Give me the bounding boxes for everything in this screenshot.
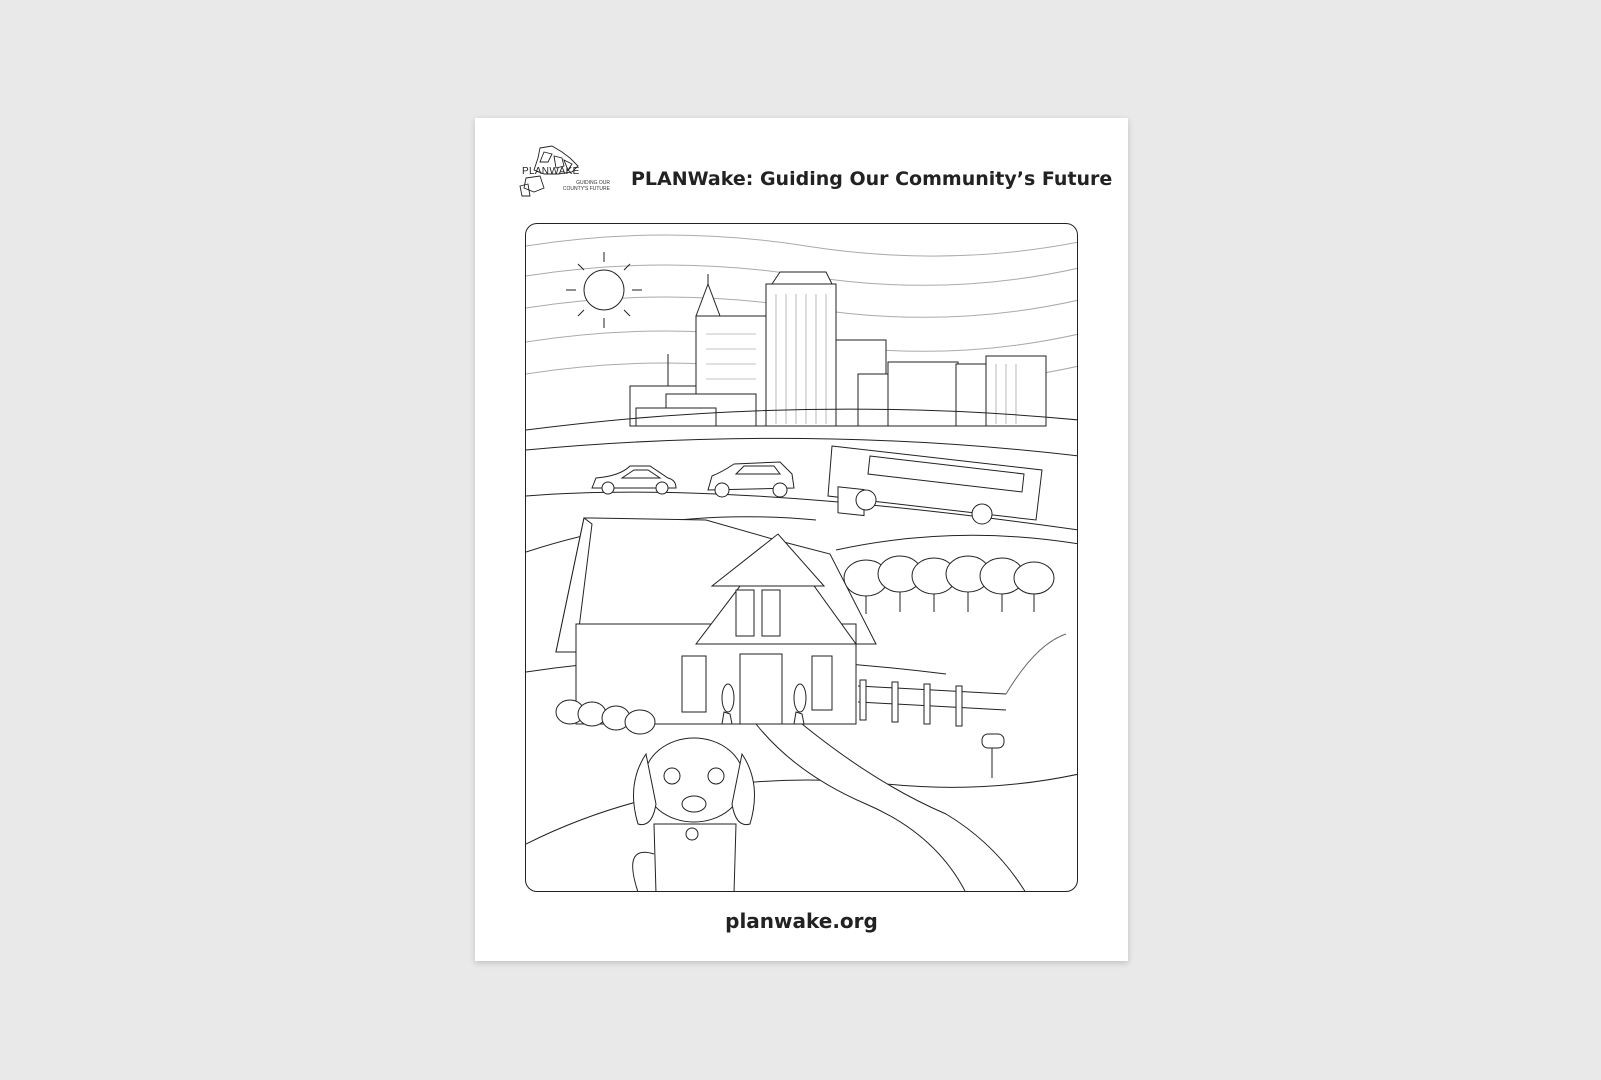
puppy-illustration bbox=[633, 738, 755, 892]
coloring-page-sheet bbox=[475, 118, 1128, 961]
planwake-logo bbox=[518, 144, 618, 204]
logo-tagline: GUIDING OUR COUNTY'S FUTURE bbox=[562, 180, 610, 192]
suv-car bbox=[708, 462, 794, 497]
tree-row bbox=[844, 556, 1054, 614]
sun-icon bbox=[566, 252, 642, 328]
bus bbox=[828, 446, 1042, 524]
website-url: planwake.org bbox=[725, 909, 878, 933]
mailbox-icon bbox=[982, 734, 1004, 778]
stone-path bbox=[756, 724, 1026, 892]
page-title: PLANWake: Guiding Our Community’s Future bbox=[631, 168, 1113, 190]
logo-wordmark: PLANWAKE bbox=[522, 166, 580, 177]
line-art-scene bbox=[526, 224, 1078, 892]
coloring-illustration bbox=[525, 223, 1078, 892]
sedan-car bbox=[592, 466, 676, 494]
fence bbox=[858, 634, 1066, 726]
house bbox=[556, 518, 876, 724]
